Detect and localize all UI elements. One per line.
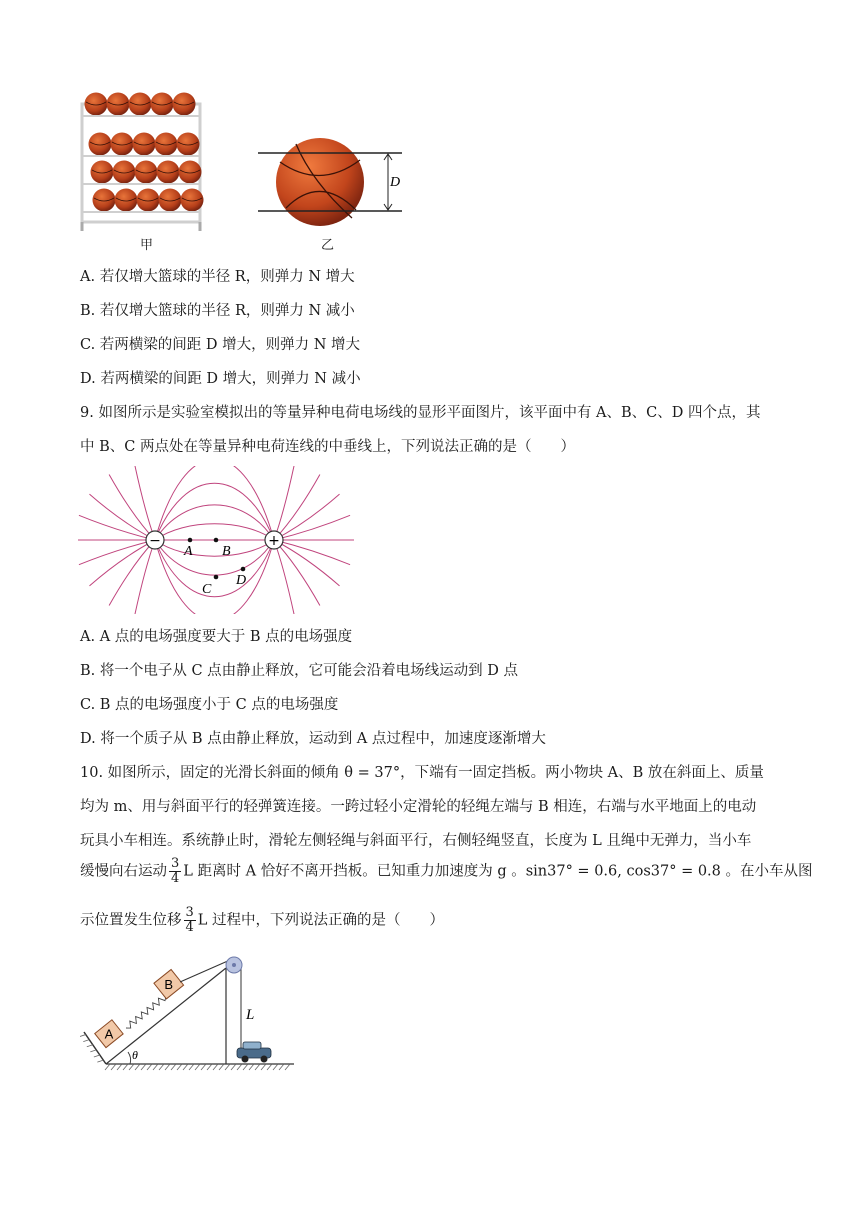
svg-text:−: − [149, 533, 161, 549]
caption-left: 甲 [140, 238, 154, 253]
q9-stem-line2: 中 B、C 两点处在等量异种电荷连线的中垂线上，下列说法正确的是（ ） [80, 439, 575, 455]
q9-option-a: A. A 点的电场强度要大于 B 点的电场强度 [80, 629, 353, 645]
q10-line4: 缓慢向右运动 $\frac{3}{4}$ L 距离时 A 恰好不离开挡板。已知重力加速度为 g 。sin37° = 0.6, cos37° = 0.8 。在小车从图 [80, 856, 813, 886]
q9-stem-line1: 9. 如图所示是实验室模拟出的等量异种电荷电场线的显形平面图片，该平面中有 A、B、C、D 四个点，其 [80, 405, 761, 421]
rope-length-label: L [246, 1007, 255, 1023]
point-c-label: C [202, 582, 212, 597]
q10-line1: 10. 如图所示，固定的光滑长斜面的倾角 θ = 37°，下端有一固定挡板。两小物块 A、B 放在斜面上、质量 [80, 765, 764, 781]
basketball-figure [256, 130, 406, 234]
incline-figure [80, 952, 300, 1074]
ball-rack-figure [76, 86, 208, 234]
angle-theta-label: θ [132, 1048, 138, 1062]
point-b-label: B [222, 544, 231, 559]
field-lines-figure [78, 466, 362, 614]
point-a-label: A [184, 544, 193, 559]
block-b-label: B [164, 977, 174, 993]
q9-option-b: B. 将一个电子从 C 点由静止释放，它可能会沿着电场线运动到 D 点 [80, 663, 519, 679]
block-a-label: A [104, 1026, 114, 1042]
toy-car [237, 1042, 271, 1063]
q10-line5: 示位置发生位移 $\frac{3}{4}$ L 过程中，下列说法正确的是（ ） [80, 905, 445, 935]
q10-line2: 均为 m、用与斜面平行的轻弹簧连接。一跨过轻小定滑轮的轻绳左端与 B 相连，右端与水平地面上的电动 [80, 799, 757, 815]
q8-option-a: A. 若仅增大篮球的半径 R，则弹力 N 增大 [80, 269, 355, 285]
basketball [276, 138, 364, 226]
dim-label-d: D [390, 175, 401, 190]
q10-line3: 玩具小车相连。系统静止时，滑轮左侧轻绳与斜面平行，右侧轻绳竖直，长度为 L 且绳中无弹力，当小车 [80, 833, 752, 849]
q9-option-d: D. 将一个质子从 B 点由静止释放，运动到 A 点过程中，加速度逐渐增大 [80, 731, 546, 747]
svg-text:+: + [268, 533, 280, 549]
q8-option-b: B. 若仅增大篮球的半径 R，则弹力 N 减小 [80, 303, 355, 319]
fraction-three-quarters-2: $\frac{3}{4}$ [185, 905, 194, 935]
q8-option-c: C. 若两横梁的间距 D 增大，则弹力 N 增大 [80, 337, 361, 353]
fraction-three-quarters: $\frac{3}{4}$ [171, 856, 180, 886]
q8-option-d: D. 若两横梁的间距 D 增大，则弹力 N 减小 [80, 371, 361, 387]
q9-option-c: C. B 点的电场强度小于 C 点的电场强度 [80, 697, 339, 713]
caption-right: 乙 [321, 238, 335, 253]
point-d-label: D [236, 573, 247, 588]
